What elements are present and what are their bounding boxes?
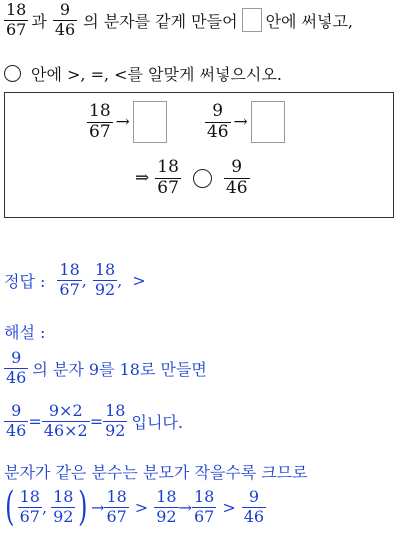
fraction: $\frac{18}{67}$ [19,486,40,526]
fraction: $\frac{18}{67}$ [193,486,215,526]
box-row-1: $\frac{18}{67}$ → $\frac{9}{46}$ → [87,101,285,143]
answer-line: 정답 : $\frac{18}{67}$ , $\frac{18}{92}$ , > [4,260,146,299]
blank-box [251,101,285,143]
fraction: $\frac{18}{67}$ [89,100,111,142]
explain-step-2: $\frac{9}{46}$ = $\frac{9\times 2}{46\times 2}$ = $\frac{18}{92}$ 입니다. [6,401,183,440]
fraction: $\frac{9}{46}$ [54,0,76,39]
fraction: $\frac{18}{92}$ [156,486,177,526]
fraction: $\frac{9}{46}$ [6,348,27,387]
fraction: $\frac{18}{67}$ [106,486,127,526]
fraction: $\frac{9}{46}$ [243,486,265,526]
fraction: $\frac{18}{92}$ [105,401,126,440]
blank-box [242,8,262,32]
fraction: $\frac{18}{92}$ [53,486,74,526]
final-comparison: ( $\frac{18}{67}$ , $\frac{18}{92}$ ) → $\frac{18}{67}$ > $\frac{18}{92}$ → $\frac{18}{67}$ > $\frac{9}{46}$ [5,484,265,530]
problem-frame [4,92,394,218]
fraction: $\frac{9\times 2}{46\times 2}$ [43,401,88,440]
explain-step-1: $\frac{9}{46}$ 의 분자 9를 18로 만들면 [6,348,207,387]
blank-box [133,101,167,143]
explain-label: 해설 : [4,323,46,342]
problem-line-2: 안에 >, =, <를 알맞게 써넣으시오. [4,62,282,85]
fraction: $\frac{9}{46}$ [206,100,229,142]
circle-icon [193,169,212,188]
fraction: $\frac{9}{46}$ [6,401,27,440]
problem-line-1: $\frac{18}{67}$ 과 $\frac{9}{46}$ 의 분자를 같게 만들어 안에 써넣고, [6,0,354,39]
fraction: $\frac{18}{67}$ [59,260,80,299]
fraction: $\frac{18}{92}$ [94,260,116,299]
rule-text: 분자가 같은 분수는 분모가 작을수록 크므로 [4,463,308,482]
fraction: $\frac{9}{46}$ [225,157,248,198]
fraction: $\frac{18}{67}$ [6,0,27,39]
circle-icon [4,65,21,82]
box-row-2: ⇒ $\frac{18}{67}$ $\frac{9}{46}$ [135,157,248,198]
fraction: $\frac{18}{67}$ [157,157,179,198]
